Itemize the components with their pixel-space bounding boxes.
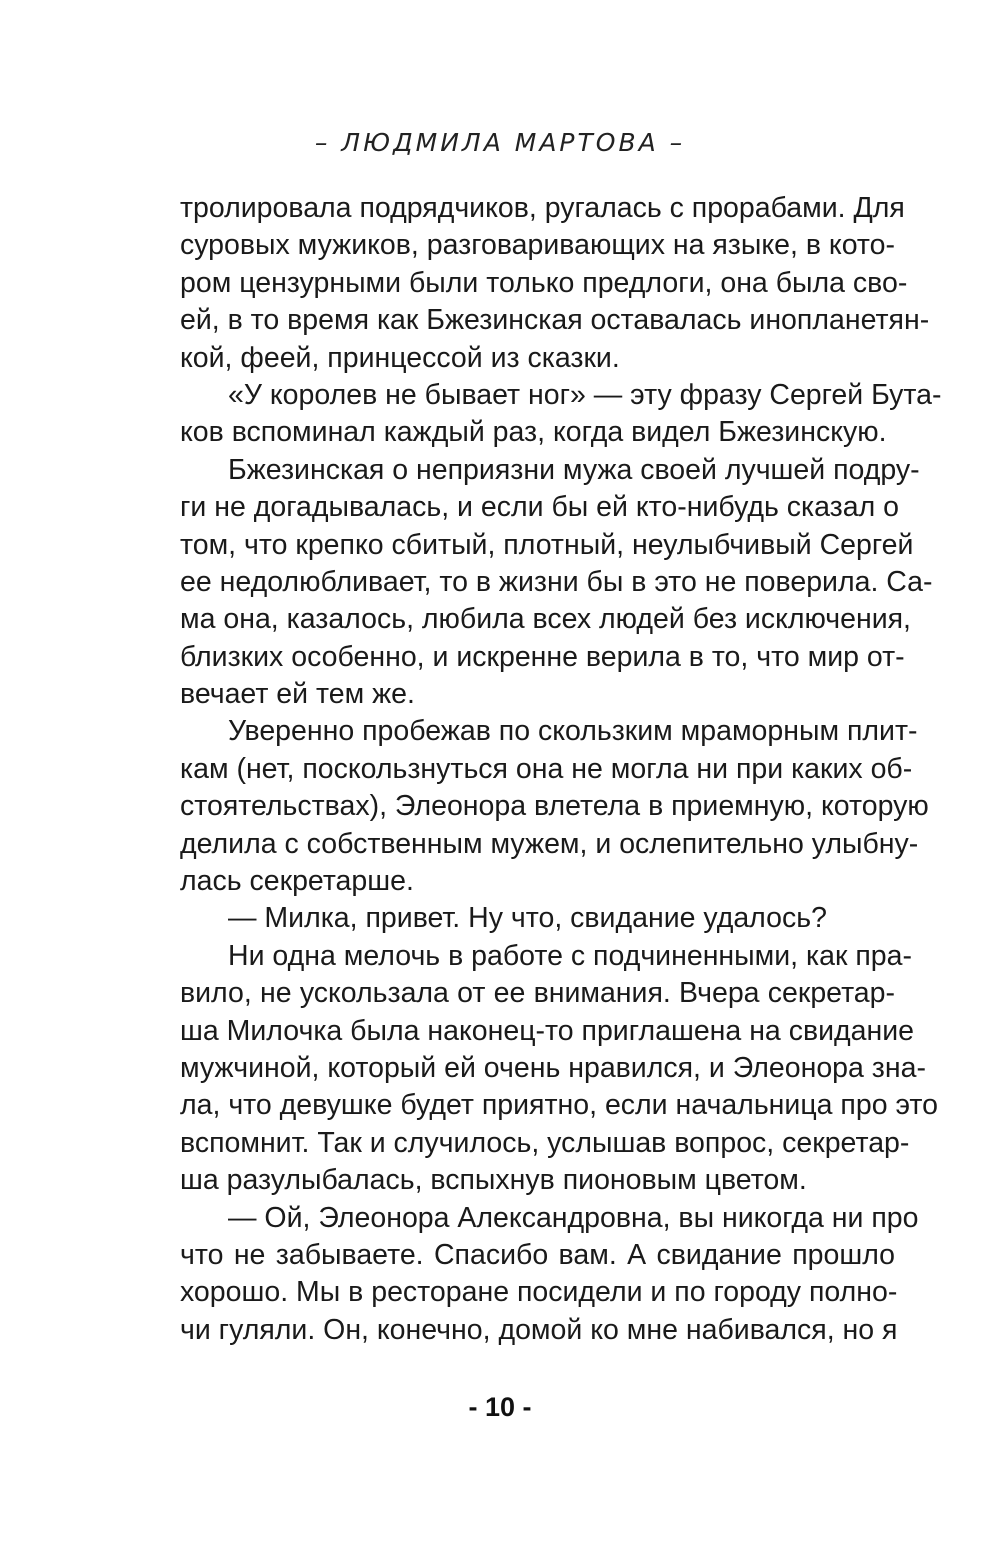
paragraph [180,452,933,714]
text-line: — Ой, Элеонора Александровна, вы никогда ни про [228,1201,919,1234]
paragraph [180,713,929,900]
text-line: ее недолюбливает, то в жизни бы в это не поверила. Са- [180,565,933,598]
text-line: что не забываете. Спасибо вам. А свидание прошло [180,1238,895,1271]
text-line: делила с собственным мужем, и ослепительно улыбну- [180,827,919,860]
text-line: чи гуляли. Он, конечно, домой ко мне набивался, но я [180,1313,898,1346]
text-line: ша разулыбалась, вспыхнув пионовым цветом. [180,1164,807,1197]
paragraph [180,190,930,377]
text-line: Бжезинская о неприязни мужа своей лучшей подру- [228,453,920,486]
text-line: мужчиной, который ей очень нравился, и Элеонора зна- [180,1051,926,1084]
text-line: — Милка, привет. Ну что, свидание удалось? [228,902,827,935]
text-line: тролировала подрядчиков, ругалась с прорабами. Для [180,192,905,224]
text-line: ша Милочка была наконец-то приглашена на свидание [180,1014,915,1047]
text-line: суровых мужиков, разговаривающих на языке, в кото- [180,229,895,262]
running-header: – ЛЮДМИЛА МАРТОВА – [314,128,686,157]
text-line: кам (нет, поскользнуться она не могла ни при каких об- [180,752,913,785]
paragraph [180,377,942,452]
text-line: ей, в то время как Бжезинская оставалась инопланетян- [180,304,930,337]
text-line: стоятельствах), Элеонора влетела в приемную, которую [180,790,929,823]
text-line: вспомнит. Так и случилось, услышав вопрос, секретар- [180,1126,910,1159]
paragraph [180,900,895,937]
text-line: лась секретарше. [180,865,414,898]
text-line: ром цензурными были только предлоги, она была сво- [180,266,908,299]
page-number: - 10 - [468,1392,532,1422]
text-line: Ни одна мелочь в работе с подчиненными, как пра- [228,939,912,972]
text-line: вечает ей тем же. [180,678,415,711]
body-text [180,190,942,1349]
paragraph [180,938,938,1200]
text-line: кой, феей, принцессой из сказки. [180,341,620,374]
text-line: вило, не ускользала от ее внимания. Вчера секретар- [180,977,895,1010]
paragraph [180,1200,919,1350]
text-line: «У королев не бывает ног» — эту фразу Сергей Бута- [228,378,942,411]
text-line: ма она, казалось, любила всех людей без исключения, [180,603,911,636]
text-line: Уверенно пробежав по скользким мраморным плит- [228,715,918,748]
text-line: близких особенно, и искренне верила в то, что мир от- [180,640,905,673]
text-line: ги не догадывалась, и если бы ей кто-нибудь сказал о [180,491,899,524]
text-line: том, что крепко сбитый, плотный, неулыбчивый Сергей [180,528,914,561]
text-line: ла, что девушке будет приятно, если начальница про это [180,1089,938,1122]
text-line: ков вспоминал каждый раз, когда видел Бжезинскую. [180,416,887,449]
text-line: хорошо. Мы в ресторане посидели и по городу полно- [180,1276,898,1309]
